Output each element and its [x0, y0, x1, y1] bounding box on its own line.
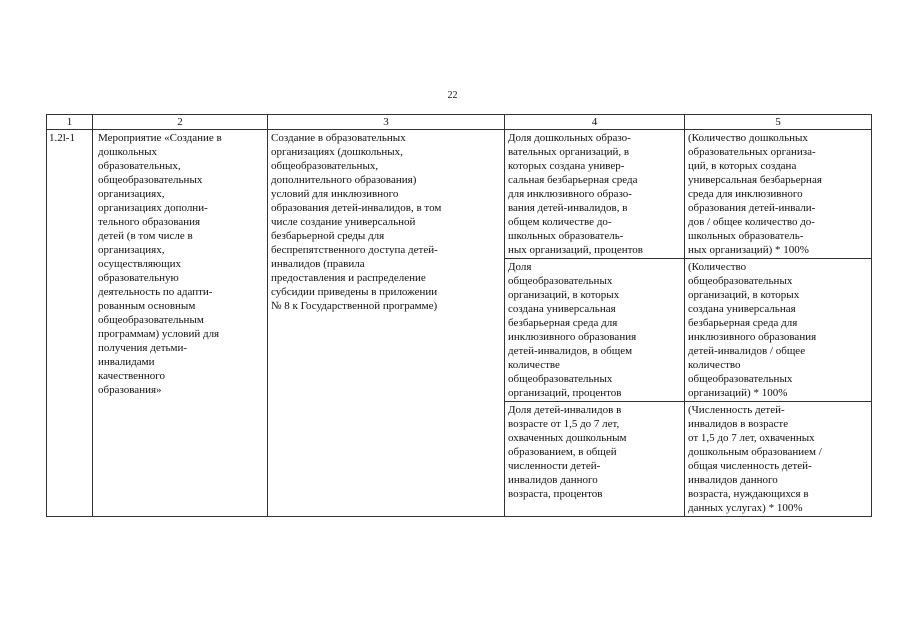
column-header: 1 — [47, 115, 93, 130]
indicator-formula-cell: (Количество общеобразовательных организаций, в которых создана универсальная безбарьерная среда для инклюзивного образования детей-инвалидов / общее количество общеобразовательных организаций) * 100% — [685, 259, 872, 402]
page-number: 22 — [447, 90, 458, 101]
column-header: 5 — [685, 115, 872, 130]
indicator-formula-cell: (Численность детей- инвалидов в возрасте от 1,5 до 7 лет, охваченных дошкольным образованием / общая численность детей- инвалидов данного возраста, нуждающихся в данных услугах) * 100% — [685, 402, 872, 517]
row-number-cell: 1.2l-1 — [47, 130, 93, 517]
indicator-name-cell: Доля детей-инвалидов в возрасте от 1,5 до 7 лет, охваченных дошкольным образованием, в общей численности детей- инвалидов данного возраста, процентов — [505, 402, 685, 517]
column-header: 3 — [268, 115, 505, 130]
column-header: 4 — [505, 115, 685, 130]
measure-description-cell: Создание в образовательных организациях (дошкольных, общеобразовательных, дополнительного образования) условий для инклюзивного образования детей-инвалидов, в том числе создание универсальной безбарьерной среды для беспрепятственного доступа детей- инвалидов (правила предоставления и распределение субсидии приведены в приложении № 8 к Государственной программе) — [268, 130, 505, 517]
measure-name-cell: Мероприятие «Создание в дошкольных образовательных, общеобразовательных организациях, организациях дополни- тельного образования детей (в том числе в организациях, осуществляющих образовательную деятельность по адапти- рованным основным общеобразовательным программам) условий для получения детьми- инвалидами качественного образования» — [93, 130, 268, 517]
indicator-name-cell: Доля дошкольных образо- вательных организаций, в которых создана универ- сальная безбарьерная среда для инклюзивного образо- вания детей-инвалидов, в общем количестве до- школьных образователь- ных организаций, процентов — [505, 130, 685, 259]
table-row — [47, 130, 872, 259]
column-header: 2 — [93, 115, 268, 130]
indicator-name-cell: Доля общеобразовательных организаций, в которых создана универсальная безбарьерная среда для инклюзивного образования детей-инвалидов, в общем количестве общеобразовательных организаций, процентов — [505, 259, 685, 402]
measures-table — [46, 114, 872, 517]
indicator-formula-cell: (Количество дошкольных образовательных организа- ций, в которых создана универсальная безбарьерная среда для инклюзивного образования детей-инвали- дов / общее количество до- школьных образователь- ных организаций) * 100% — [685, 130, 872, 259]
table-header-row — [47, 115, 872, 130]
